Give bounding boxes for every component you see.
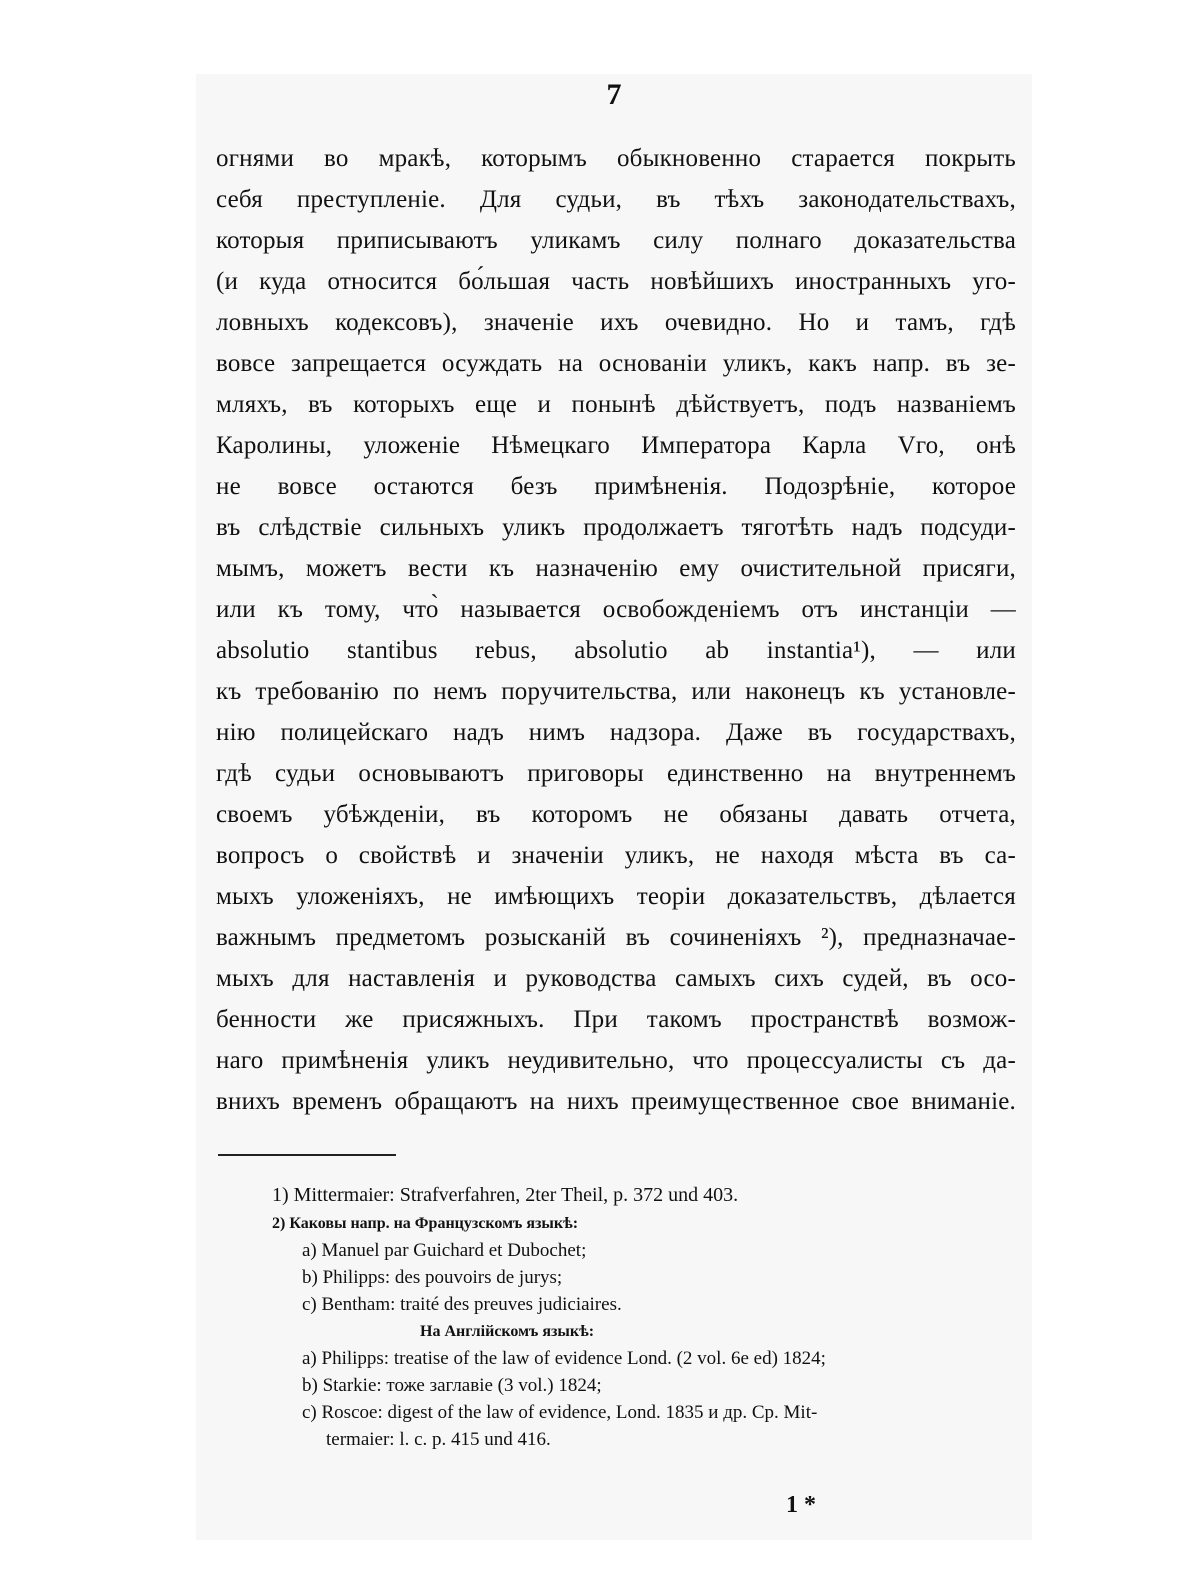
text-line: вопросъ о свойствѣ и значеніи уликъ, не находя мѣста въ са-: [216, 842, 1016, 869]
main-text: [216, 138, 1016, 1122]
text-line: не вовсе остаются безъ примѣненія. Подозрѣніе, которое: [216, 473, 1016, 500]
text-line: себя преступленіе. Для судьи, въ тѣхъ законодательствахъ,: [216, 186, 1016, 213]
footnote-french-item: b) Philipps: des pouvoirs de jurys;: [302, 1267, 563, 1288]
footnote-english-item: b) Starkie: тоже заглавіе (3 vol.) 1824;: [302, 1375, 602, 1396]
footnote-divider: [218, 1154, 396, 1156]
text-line: absolutio stantibus rebus, absolutio ab instantia¹), — или: [216, 637, 1016, 664]
footnote-english-item: c) Roscoe: digest of the law of evidence, Lond. 1835 и др. Ср. Mit-: [302, 1402, 818, 1423]
text-line: важнымъ предметомъ розысканій въ сочиненіяхъ ²), предназначае-: [216, 924, 1016, 951]
text-line: въ слѣдствіе сильныхъ уликъ продолжаетъ тяготѣть надъ подсуди-: [216, 514, 1016, 541]
text-line: огнями во мракѣ, которымъ обыкновенно старается покрыть: [216, 145, 1016, 172]
text-line: нію полицейскаго надъ нимъ надзора. Даже въ государствахъ,: [216, 719, 1016, 746]
text-line: ловныхъ кодексовъ), значеніе ихъ очевидно. Но и тамъ, гдѣ: [216, 309, 1016, 336]
footnote-english-continuation: termaier: l. c. p. 415 und 416.: [326, 1429, 551, 1450]
footnote-french-item: c) Bentham: traité des preuves judiciaires.: [302, 1294, 622, 1315]
footnote-english-heading: На Англійскомъ языкѣ:: [420, 1323, 595, 1340]
text-line: мыхъ уложеніяхъ, не имѣющихъ теоріи доказательствъ, дѣлается: [216, 883, 1016, 910]
footnotes: [272, 1180, 1032, 1453]
text-line: бенности же присяжныхъ. При такомъ пространствѣ возмож-: [216, 1006, 1016, 1033]
text-line: къ требованію по немъ поручительства, или наконецъ къ установле-: [216, 678, 1016, 705]
printer-signature-mark: 1 *: [786, 1492, 816, 1518]
text-line: мымъ, можетъ вести къ назначенію ему очистительной присяги,: [216, 555, 1016, 582]
text-line: мляхъ, въ которыхъ еще и понынѣ дѣйствуетъ, подъ названіемъ: [216, 391, 1016, 418]
page-number: 7: [606, 78, 622, 111]
text-line: гдѣ судьи основываютъ приговоры единственно на внутреннемъ: [216, 760, 1016, 787]
text-line: внихъ временъ обращаютъ на нихъ преимущественное свое вниманіе.: [216, 1088, 1016, 1115]
footnote-french-item: a) Manuel par Guichard et Dubochet;: [302, 1240, 587, 1261]
book-page: [196, 74, 1032, 1540]
text-line: наго примѣненія уликъ неудивительно, что процессуалисты съ да-: [216, 1047, 1016, 1074]
text-line: мыхъ для наставленія и руководства самыхъ сихъ судей, въ осо-: [216, 965, 1016, 992]
text-line: или къ тому, что̀ называется освобожденіемъ отъ инстанціи —: [216, 596, 1016, 623]
text-line: своемъ убѣжденіи, въ которомъ не обязаны давать отчета,: [216, 801, 1016, 828]
footnote-2-intro: 2) Каковы напр. на Французскомъ языкѣ:: [272, 1215, 579, 1232]
text-line: которыя приписываютъ уликамъ силу полнаго доказательства: [216, 227, 1016, 254]
footnote-1: 1) Mittermaier: Strafverfahren, 2ter Theil, p. 372 und 403.: [272, 1184, 739, 1206]
text-line: (и куда относится бо́льшая часть новѣйшихъ иностранныхъ уго-: [216, 268, 1016, 295]
text-line: Каролины, уложеніе Нѣмецкаго Императора Карла Vго, онѣ: [216, 432, 1016, 459]
footnote-english-item: a) Philipps: treatise of the law of evidence Lond. (2 vol. 6e ed) 1824;: [302, 1348, 826, 1369]
text-line: вовсе запрещается осуждать на основаніи уликъ, какъ напр. въ зе-: [216, 350, 1016, 377]
